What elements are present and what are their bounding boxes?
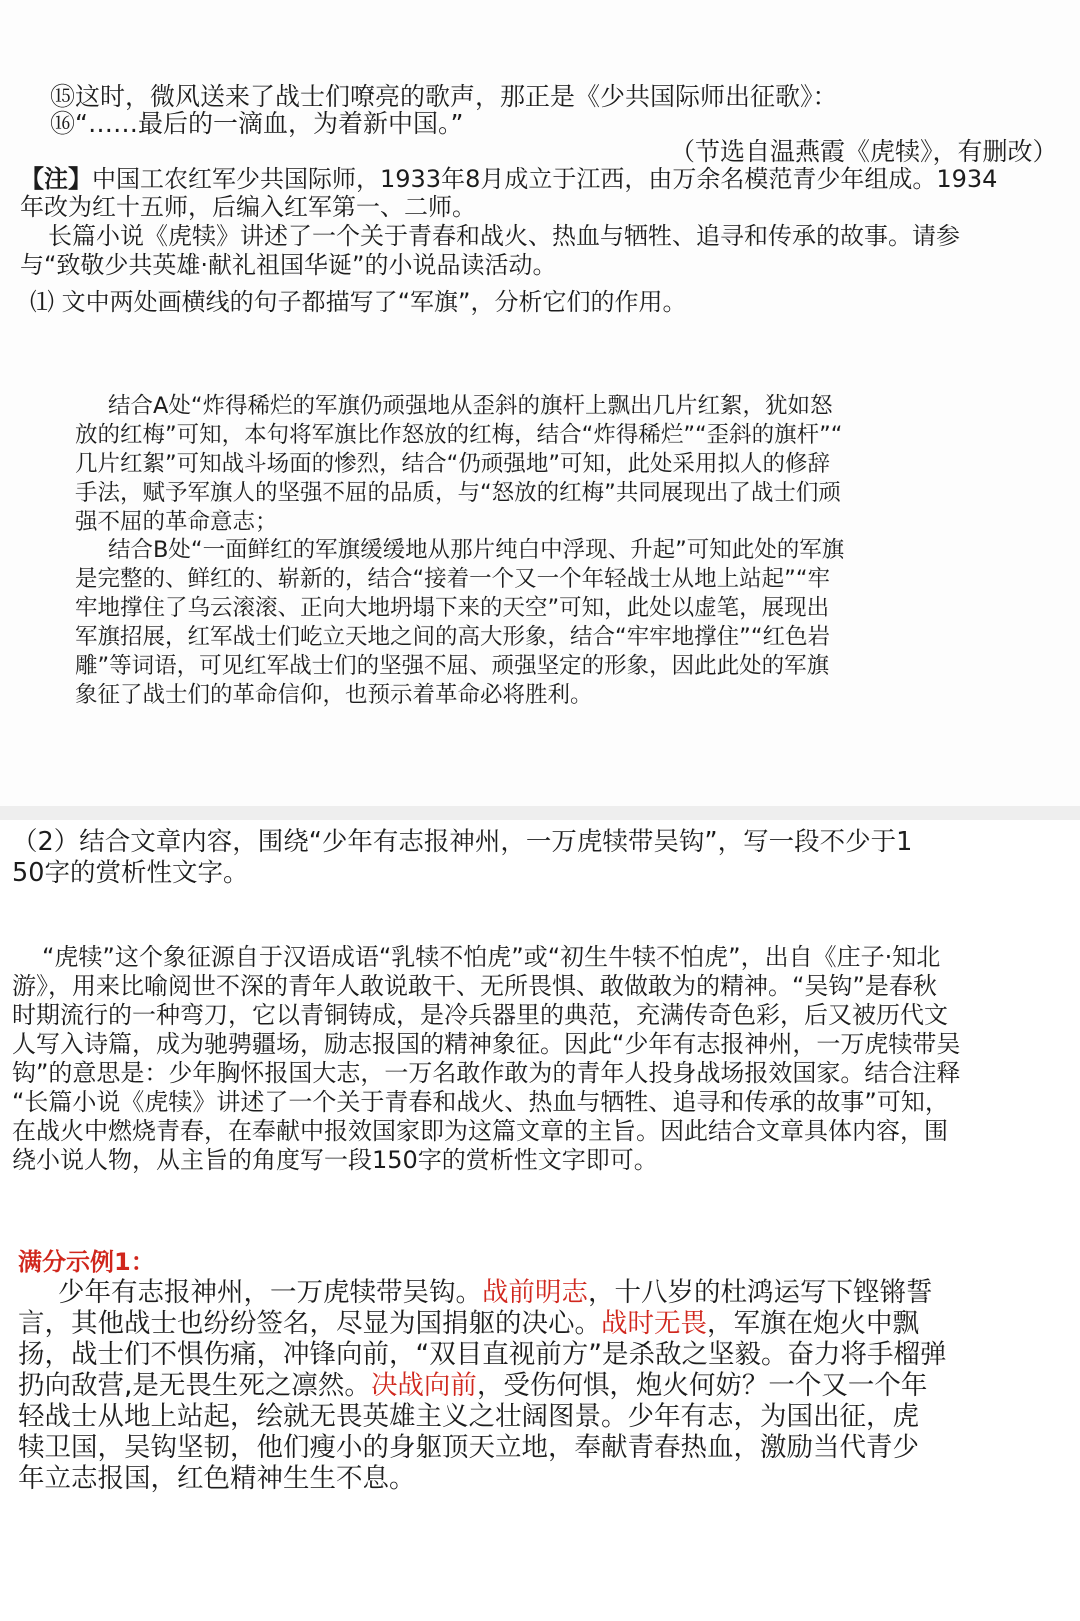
answer-1-line: 几片红絮”可知战斗场面的惨烈，结合“仍顽强地”可知，此处采用拟人的修辞 <box>75 451 830 477</box>
example-1-line-3: 扬，战士们不惧伤痛，冲锋向前，“双目直视前方”是杀敌之坚毅。奋力将手榴弹 <box>18 1339 947 1370</box>
source-citation: （节选自温燕霞《虎犊》，有删改） <box>670 137 1058 166</box>
analysis-line: 游》，用来比喻阅世不深的青年人敢说敢干、无所畏惧、敢做敢为的精神。“吴钩”是春秋 <box>12 972 937 1000</box>
note-text-1: 中国工农红军少共国际师，1933年8月成立于江西，由万余名模范青少年组成。1934 <box>92 165 998 193</box>
example-1-line-5: 轻战士从地上站起，绘就无畏英雄主义之壮阔图景。少年有志，为国出征，虎 <box>18 1401 919 1432</box>
example-text: 扔向敌营,是无畏生死之凛然。 <box>18 1370 371 1401</box>
excerpt-section <box>0 0 1080 806</box>
answer-1-line: 结合A处“炸得稀烂的军旗仍顽强地从歪斜的旗杆上飘出几片红絮，犹如怒 <box>108 393 833 419</box>
analysis-line: “长篇小说《虎犊》讲述了一个关于青春和战火、热血与牺牲、追寻和传承的故事”可知， <box>12 1088 949 1116</box>
answer-1-line: 放的红梅”可知，本句将军旗比作怒放的红梅，结合“炸得稀烂”“歪斜的旗杆”“ <box>75 422 843 448</box>
analysis-line: “虎犊”这个象征源自于汉语成语“乳犊不怕虎”或“初生牛犊不怕虎”，出自《庄子·知北 <box>42 943 941 971</box>
example-1-line-1 <box>58 1277 933 1308</box>
intro-line-2: 与“致敬少共英雄·献礼祖国华诞”的小说品读活动。 <box>20 251 557 279</box>
analysis-line: 在战火中燃烧青春，在奉献中报效国家即为这篇文章的主旨。因此结合文章具体内容，围 <box>12 1117 948 1145</box>
note-line-1 <box>20 167 997 191</box>
question-2-prompt-line-2: 50字的赏析性文字。 <box>12 858 249 888</box>
intro-line-1: 长篇小说《虎犊》讲述了一个关于青春和战火、热血与牺牲、追寻和传承的故事。请参 <box>48 222 960 250</box>
example-keyword: 战时无畏 <box>601 1308 707 1339</box>
answer-1-line: 雕”等词语，可见红军战士们的坚强不屈、顽强坚定的形象，因此此处的军旗 <box>75 653 830 679</box>
analysis-line: 时期流行的一种弯刀，它以青铜铸成，是冷兵器里的典范，充满传奇色彩，后又被历代文 <box>12 1001 948 1029</box>
section-divider <box>0 806 1080 820</box>
example-text: 言，其他战士也纷纷签名，尽显为国捐躯的决心。 <box>18 1308 601 1339</box>
note-line-2: 年改为红十五师，后编入红军第一、二师。 <box>20 193 476 221</box>
analysis-line: 绕小说人物，从主旨的角度写一段150字的赏析性文字即可。 <box>12 1146 658 1174</box>
example-1-line-6: 犊卫国，吴钩坚韧，他们瘦小的身躯顶天立地，奉献青春热血，激励当代青少 <box>18 1432 919 1463</box>
question-2-section <box>0 820 1080 1621</box>
answer-1-line: 强不屈的革命意志； <box>75 509 278 535</box>
example-text: ，军旗在炮火中飘 <box>707 1308 919 1339</box>
answer-1-line: 军旗招展，红军战士们屹立天地之间的高大形象，结合“牢牢地撑住”“红色岩 <box>75 624 830 650</box>
example-keyword: 决战向前 <box>370 1370 477 1401</box>
example-1-title: 满分示例1： <box>18 1248 155 1276</box>
answer-1-line: 象征了战士们的革命信仰，也预示着革命必将胜利。 <box>75 682 593 708</box>
example-text: 少年有志报神州，一万虎犊带吴钩。 <box>58 1277 482 1308</box>
paragraph-15: ⑮这时，微风送来了战士们嘹亮的歌声，那正是《少共国际师出征歌》： <box>50 82 838 111</box>
example-1-line-4 <box>18 1370 928 1401</box>
question-1-prompt: ⑴ 文中两处画横线的句子都描写了“军旗”，分析它们的作用。 <box>30 288 687 316</box>
example-1-line-2 <box>18 1308 919 1339</box>
answer-1-line: 牢地撑住了乌云滚滚、正向大地坍塌下来的天空”可知，此处以虚笔，展现出 <box>75 595 830 621</box>
answer-1-line: 结合B处“一面鲜红的军旗缓缓地从那片纯白中浮现、升起”可知此处的军旗 <box>108 537 845 563</box>
question-2-prompt-line-1: （2）结合文章内容，围绕“少年有志报神州，一万虎犊带吴钩”，写一段不少于1 <box>12 827 913 857</box>
analysis-line: 钩”的意思是：少年胸怀报国大志，一万名敢作敢为的青年人投身战场报效国家。结合注释 <box>12 1059 961 1087</box>
example-text: ，受伤何惧，炮火何妨？一个又一个年 <box>476 1370 928 1401</box>
example-text: ，十八岁的杜鸿运写下铿锵誓 <box>588 1277 933 1308</box>
analysis-line: 人写入诗篇，成为驰骋疆场，励志报国的精神象征。因此“少年有志报神州，一万虎犊带吴 <box>12 1030 961 1058</box>
note-label: 【注】 <box>20 165 92 193</box>
paragraph-16: ⑯“……最后的一滴血，为着新中国。” <box>50 109 464 138</box>
example-1-line-7: 年立志报国，红色精神生生不息。 <box>18 1463 416 1494</box>
example-keyword: 战前明志 <box>482 1277 588 1308</box>
answer-1-line: 是完整的、鲜红的、崭新的，结合“接着一个又一个年轻战士从地上站起”“牢 <box>75 566 830 592</box>
answer-1-line: 手法，赋予军旗人的坚强不屈的品质，与“怒放的红梅”共同展现出了战士们顽 <box>75 480 841 506</box>
